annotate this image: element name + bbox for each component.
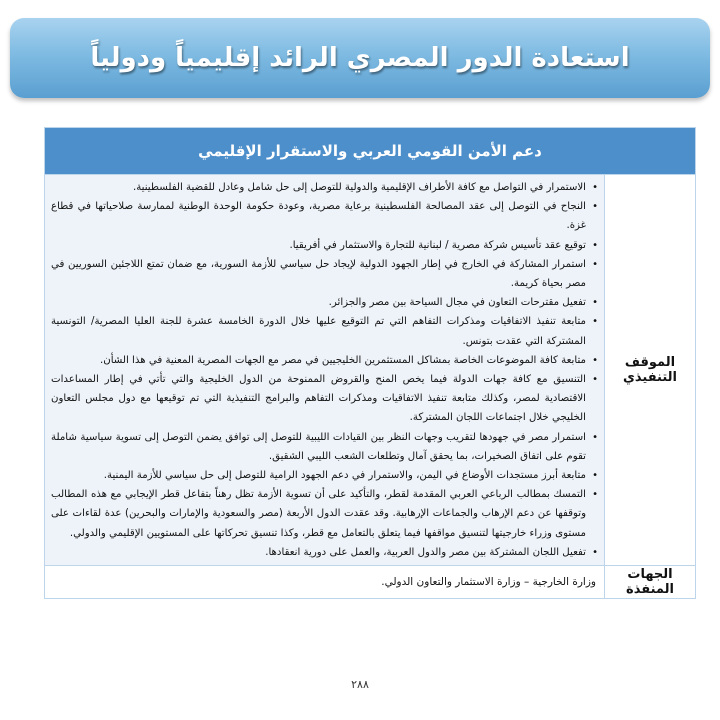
- list-item: • توقيع عقد تأسيس شركة مصرية / لبنانية للتجارة والاستثمار في أفريقيا.: [51, 236, 586, 255]
- status-list: [51, 178, 598, 562]
- implementing-agencies-label: الجهات المنفذة: [605, 566, 696, 599]
- implementing-agencies-value: وزارة الخارجية – وزارة الاستثمار والتعاون الدولي.: [45, 566, 605, 599]
- page-title: استعادة الدور المصري الرائد إقليمياً ودولياً: [90, 43, 630, 73]
- list-item: • التنسيق مع كافة جهات الدولة فيما يخص المنح والقروض الممنوحة من الدول الخليجية والتي تأتي في إطار المساعدات الاقتصادية لمصر، وكذلك متابعة تنفيذ الاتفاقيات ومذكرات التفاهم والبرامج التنفيذية التي تم توقيعها مع دول مجلس التعاون الخليجي خلال اجتماعات اللجان المشتركة.: [51, 370, 586, 428]
- page-number: ٢٨٨: [351, 678, 369, 691]
- executive-status-label: الموقف التنفيذي: [605, 175, 696, 566]
- executive-status-content: [45, 175, 605, 566]
- list-item: • النجاح في التوصل إلى عقد المصالحة الفلسطينية برعاية مصرية، وعودة حكومة الوحدة الوطنية لممارسة صلاحياتها في قطاع غزة.: [51, 197, 586, 235]
- list-item: • تفعيل اللجان المشتركة بين مصر والدول العربية، والعمل على دورية انعقادها.: [51, 543, 586, 562]
- list-item: • متابعة تنفيذ الاتفاقيات ومذكرات التفاهم التي تم التوقيع عليها خلال الدورة الخامسة عشرة للجنة العليا المصرية/ التونسية المشتركة التي عقدت بتونس.: [51, 312, 586, 350]
- plan-table: [44, 127, 696, 599]
- list-item: • التمسك بمطالب الرباعي العربي المقدمة لقطر، والتأكيد على أن تسوية الأزمة تظل رهناً بتفاعل قطر الإيجابي مع هذه المطالب وتوقفها عن دعم الإرهاب والجماعات الإرهابية. وقد عقدت الدول الأربعة (مصر والسعودية والإمارات والبحرين) عدة لقاءات على مستوى وزراء خارجيتها لتنسيق مواقفها فيما يتعلق بالتعامل مع قطر، وكذا تنسيق تحركاتها على المستويين الإقليمي والدولي.: [51, 485, 586, 543]
- list-item: • الاستمرار في التواصل مع كافة الأطراف الإقليمية والدولية للتوصل إلى حل شامل وعادل للقضية الفلسطينية.: [51, 178, 586, 197]
- list-item: • متابعة أبرز مستجدات الأوضاع في اليمن، والاستمرار في دعم الجهود الرامية للتوصل إلى حل سياسي للأزمة اليمنية.: [51, 466, 586, 485]
- section-header: دعم الأمن القومي العربي والاستقرار الإقليمي: [45, 128, 696, 175]
- list-item: • استمرار مصر في جهودها لتقريب وجهات النظر بين القيادات الليبية للتوصل إلى توافق يضمن التوصل إلى تسوية سياسية شاملة تقوم على اتفاق الصخيرات، بما يحقق آمال وتطلعات الشعب الليبي الشقيق.: [51, 428, 586, 466]
- list-item: • تفعيل مقترحات التعاون في مجال السياحة بين مصر والجزائر.: [51, 293, 586, 312]
- title-banner: [10, 18, 710, 98]
- list-item: • متابعة كافة الموضوعات الخاصة بمشاكل المستثمرين الخليجيين في مصر مع الجهات المصرية المعنية في هذا الشأن.: [51, 351, 586, 370]
- list-item: • استمرار المشاركة في الخارج في إطار الجهود الدولية لإيجاد حل سياسي للأزمة السورية، مع ضمان تمتع اللاجئين السوريين في مصر بحياة كريمة.: [51, 255, 586, 293]
